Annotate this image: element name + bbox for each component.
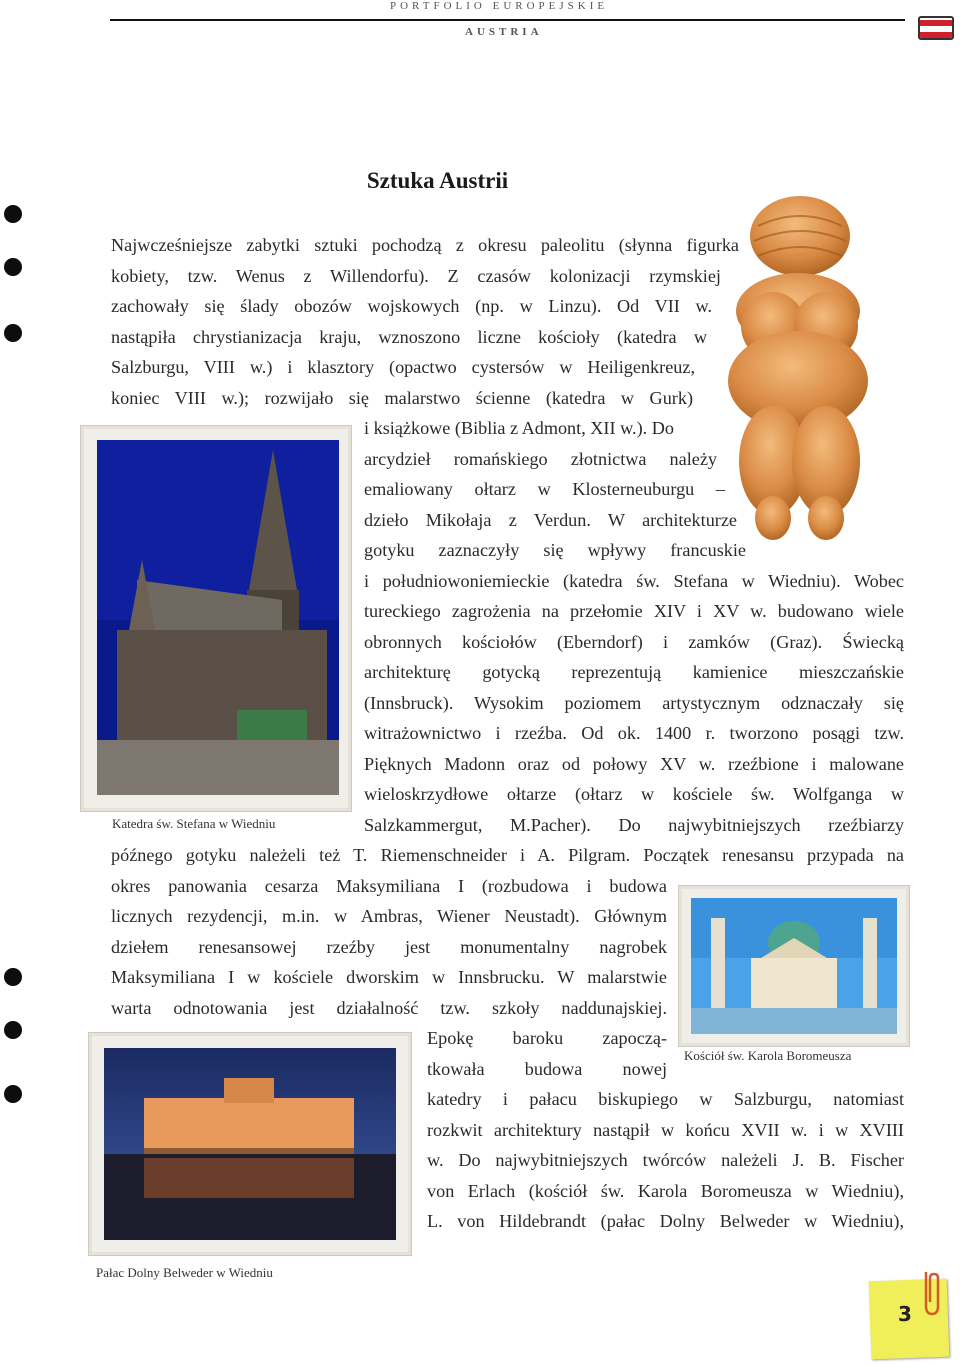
text-line: zachowały się ślady obozów wojskowych (np. w Linzu). Od VII w. <box>111 296 712 316</box>
caption-stephansdom: Katedra św. Stefana w Wiedniu <box>112 816 276 831</box>
text-line: Epokę baroku zapoczą- <box>427 1028 667 1048</box>
text-line: tureckiego zagrożenia na przełomie XIV i XV w. budowano wiele <box>364 601 904 621</box>
header-rule <box>110 19 905 21</box>
page-title: Sztuka Austrii <box>366 168 509 193</box>
text-line: Salzburgu, VIII w.) i klasztory (opactwo cystersów w Heiligenkreuz, <box>111 357 695 377</box>
caption-belvedere: Pałac Dolny Belweder w Wiedniu <box>96 1265 273 1280</box>
binder-hole <box>4 1021 22 1039</box>
text-line: koniec VIII w.); rozwijało się malarstwo ścienne (katedra w Gurk) <box>111 388 693 408</box>
text-line: tkowała budowa nowej <box>427 1059 667 1079</box>
belvedere-photo <box>88 1032 412 1256</box>
text-line: okres panowania cesarza Maksymiliana I (rozbudowa i budowa <box>111 876 667 896</box>
binder-hole <box>4 1085 22 1103</box>
text-line: rozkwit architektury nastąpił w końcu XVII w. i w XVIII <box>427 1120 904 1140</box>
series-title: PORTFOLIO EUROPEJSKIE <box>390 0 609 12</box>
caption-karlskirche: Kościół św. Karola Boromeusza <box>684 1048 852 1063</box>
text-line: Najwcześniejsze zabytki sztuki pochodzą z okresu paleolitu (słynna figurka <box>111 235 739 255</box>
text-line: i południowoniemieckie (katedra św. Stefana w Wiedniu). Wobec <box>364 571 904 591</box>
text-line: emaliowany ołtarz w Klosterneuburgu – <box>364 479 725 499</box>
text-line: arcydzieł romańskiego złotnictwa należy <box>364 449 717 469</box>
country-title: AUSTRIA <box>465 26 543 38</box>
page-number: 3 <box>898 1302 912 1326</box>
austria-flag-icon <box>918 16 954 40</box>
text-line: obronnych kościołów (Eberndorf) i zamków (Graz). Świecką <box>364 632 904 652</box>
venus-figurine-image <box>718 196 878 546</box>
text-line: wieloskrzydłowe ołtarze (ołtarz w kościele św. Wolfganga w <box>364 784 904 804</box>
binder-hole <box>4 205 22 223</box>
text-line: licznych rezydencji, m.in. w Ambras, Wiener Neustadt). Głównym <box>111 906 667 926</box>
text-line: w. Do najwybitniejszych twórców należeli J. B. Fischer <box>427 1150 904 1170</box>
text-line: von Erlach (kościół św. Karola Boromeusza w Wiedniu), <box>427 1181 904 1201</box>
paperclip-icon <box>918 1268 944 1318</box>
binder-hole <box>4 968 22 986</box>
text-line: dziełem renesansowej rzeźby jest monumentalny nagrobek <box>111 937 667 957</box>
text-line: gotyku zaznaczyły się wpływy francuskie <box>364 540 746 560</box>
text-line: i książkowe (Biblia z Admont, XII w.). Do <box>364 418 674 438</box>
binder-hole <box>4 324 22 342</box>
text-line: L. von Hildebrandt (pałac Dolny Belweder w Wiedniu), <box>427 1211 904 1231</box>
text-line: witrażownictwo i rzeźba. Od ok. 1400 r. tworzono posągi tzw. <box>364 723 904 743</box>
binder-hole <box>4 258 22 276</box>
text-line: późnego gotyku należeli też T. Riemenschneider i A. Pilgram. Początek renesansu przypada na <box>111 845 904 865</box>
text-line: Pięknych Madonn oraz od połowy XV w. rzeźbione i malowane <box>364 754 904 774</box>
text-line: architekturę gotycką reprezentują kamienice mieszczańskie <box>364 662 904 682</box>
text-line: dzieło Mikołaja z Verdun. W architekturze <box>364 510 737 530</box>
text-line: nastąpiła chrystianizacja kraju, wznoszono liczne kościoły (katedra w <box>111 327 707 347</box>
text-line: warta odnotowania jest działalność tzw. szkoły naddunajskiej. <box>111 998 667 1018</box>
karlskirche-photo <box>678 885 910 1047</box>
text-line: Salzkammergut, M.Pacher). Do najwybitniejszych rzeźbiarzy <box>364 815 904 835</box>
text-line: katedry i pałacu biskupiego w Salzburgu, natomiast <box>427 1089 904 1109</box>
text-line: (Innsbruck). Wysokim poziomem artystycznym odznaczały się <box>364 693 904 713</box>
text-line: Maksymiliana I w kościele dworskim w Innsbrucku. W malarstwie <box>111 967 667 987</box>
text-line: kobiety, tzw. Wenus z Willendorfu). Z czasów kolonizacji rzymskiej <box>111 266 721 286</box>
stephansdom-photo <box>80 425 352 812</box>
